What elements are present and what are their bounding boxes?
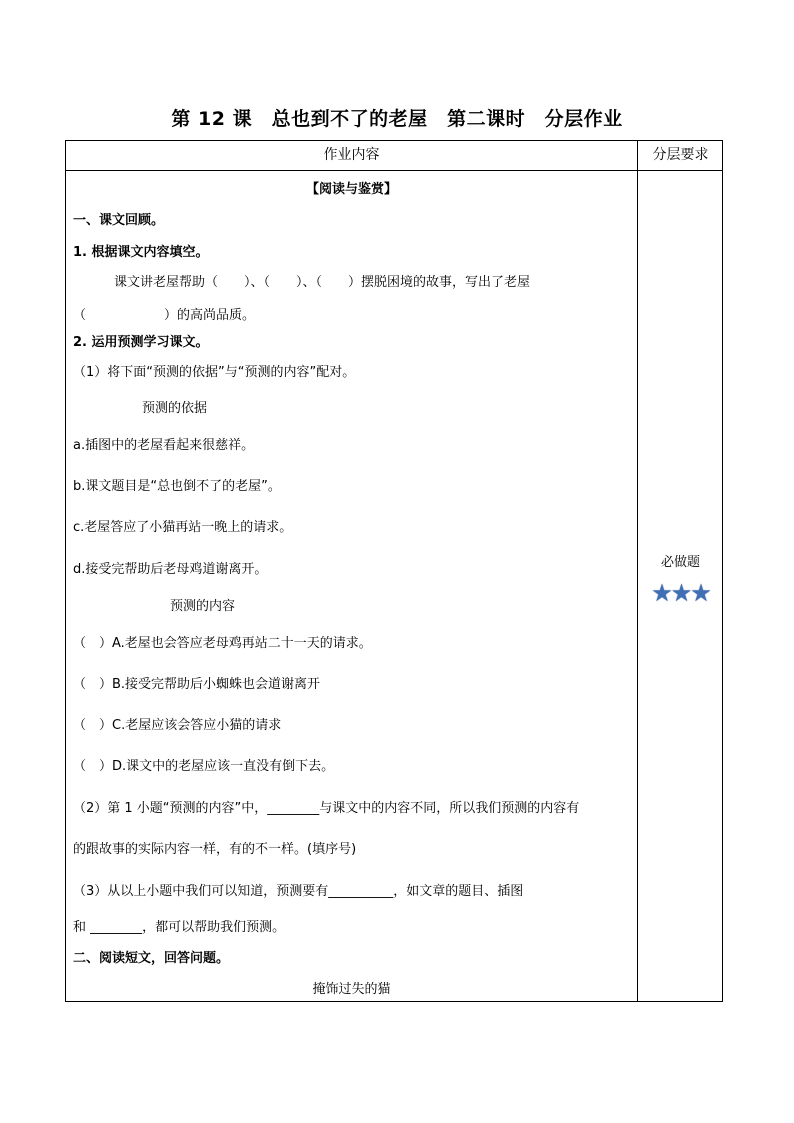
homework-table <box>65 140 723 1002</box>
prediction-a: （ ）A.老屋也会答应老母鸡再站二十一天的请求。 <box>73 636 372 651</box>
content-title: 预测的内容 <box>170 599 236 614</box>
part2-heading: 二、阅读短文，回答问题。 <box>73 951 230 966</box>
q2-sub1: （1）将下面“预测的依据”与“预测的内容”配对。 <box>73 365 356 380</box>
q1-line2: （ ）的高尚品质。 <box>73 308 256 323</box>
q1-heading: 1. 根据课文内容填空。 <box>73 245 209 260</box>
basis-title: 预测的依据 <box>142 401 208 416</box>
q2-heading: 2. 运用预测学习课文。 <box>73 335 209 350</box>
basis-b: b.课文题目是“总也倒不了的老屋”。 <box>73 479 281 494</box>
section-heading: 【阅读与鉴赏】 <box>305 182 397 197</box>
passage-title: 掩饰过失的猫 <box>312 982 391 997</box>
q1-line1: 课文讲老屋帮助（ ）、（ ）、（ ）摆脱困境的故事，写出了老屋 <box>114 275 531 290</box>
page-title: 第 12 课 总也到不了的老屋 第二课时 分层作业 <box>171 108 623 130</box>
header-homework-content: 作业内容 <box>323 147 380 163</box>
column-divider <box>637 141 638 1001</box>
prediction-b: （ ）B.接受完帮助后小蜘蛛也会道谢离开 <box>73 677 321 692</box>
prediction-c: （ ）C.老屋应该会答应小猫的请求 <box>73 718 282 733</box>
header-level-requirement: 分层要求 <box>652 147 709 163</box>
basis-d: d.接受完帮助后老母鸡道谢离开。 <box>73 562 268 577</box>
prediction-d: （ ）D.课文中的老屋应该一直没有倒下去。 <box>73 759 335 774</box>
star-rating-icon: ★★★ <box>651 579 710 607</box>
q2-sub2-line2: 的跟故事的实际内容一样，有的不一样。(填序号) <box>73 842 357 857</box>
q2-sub2-line1: （2）第 1 小题“预测的内容”中，________与课文中的内容不同，所以我们预测的内容有 <box>73 801 580 816</box>
difficulty-stars <box>638 579 723 607</box>
basis-c: c.老屋答应了小猫再站一晚上的请求。 <box>73 520 293 535</box>
requirement-label: 必做题 <box>660 555 700 570</box>
part1-heading: 一、课文回顾。 <box>73 213 165 228</box>
basis-a: a.插图中的老屋看起来很慈祥。 <box>73 438 255 453</box>
q2-sub3-line2: 和 ________，都可以帮助我们预测。 <box>73 920 286 935</box>
q2-sub3-line1: （3）从以上小题中我们可以知道，预测要有__________，如文章的题目、插图 <box>73 884 524 899</box>
header-divider <box>66 170 722 171</box>
